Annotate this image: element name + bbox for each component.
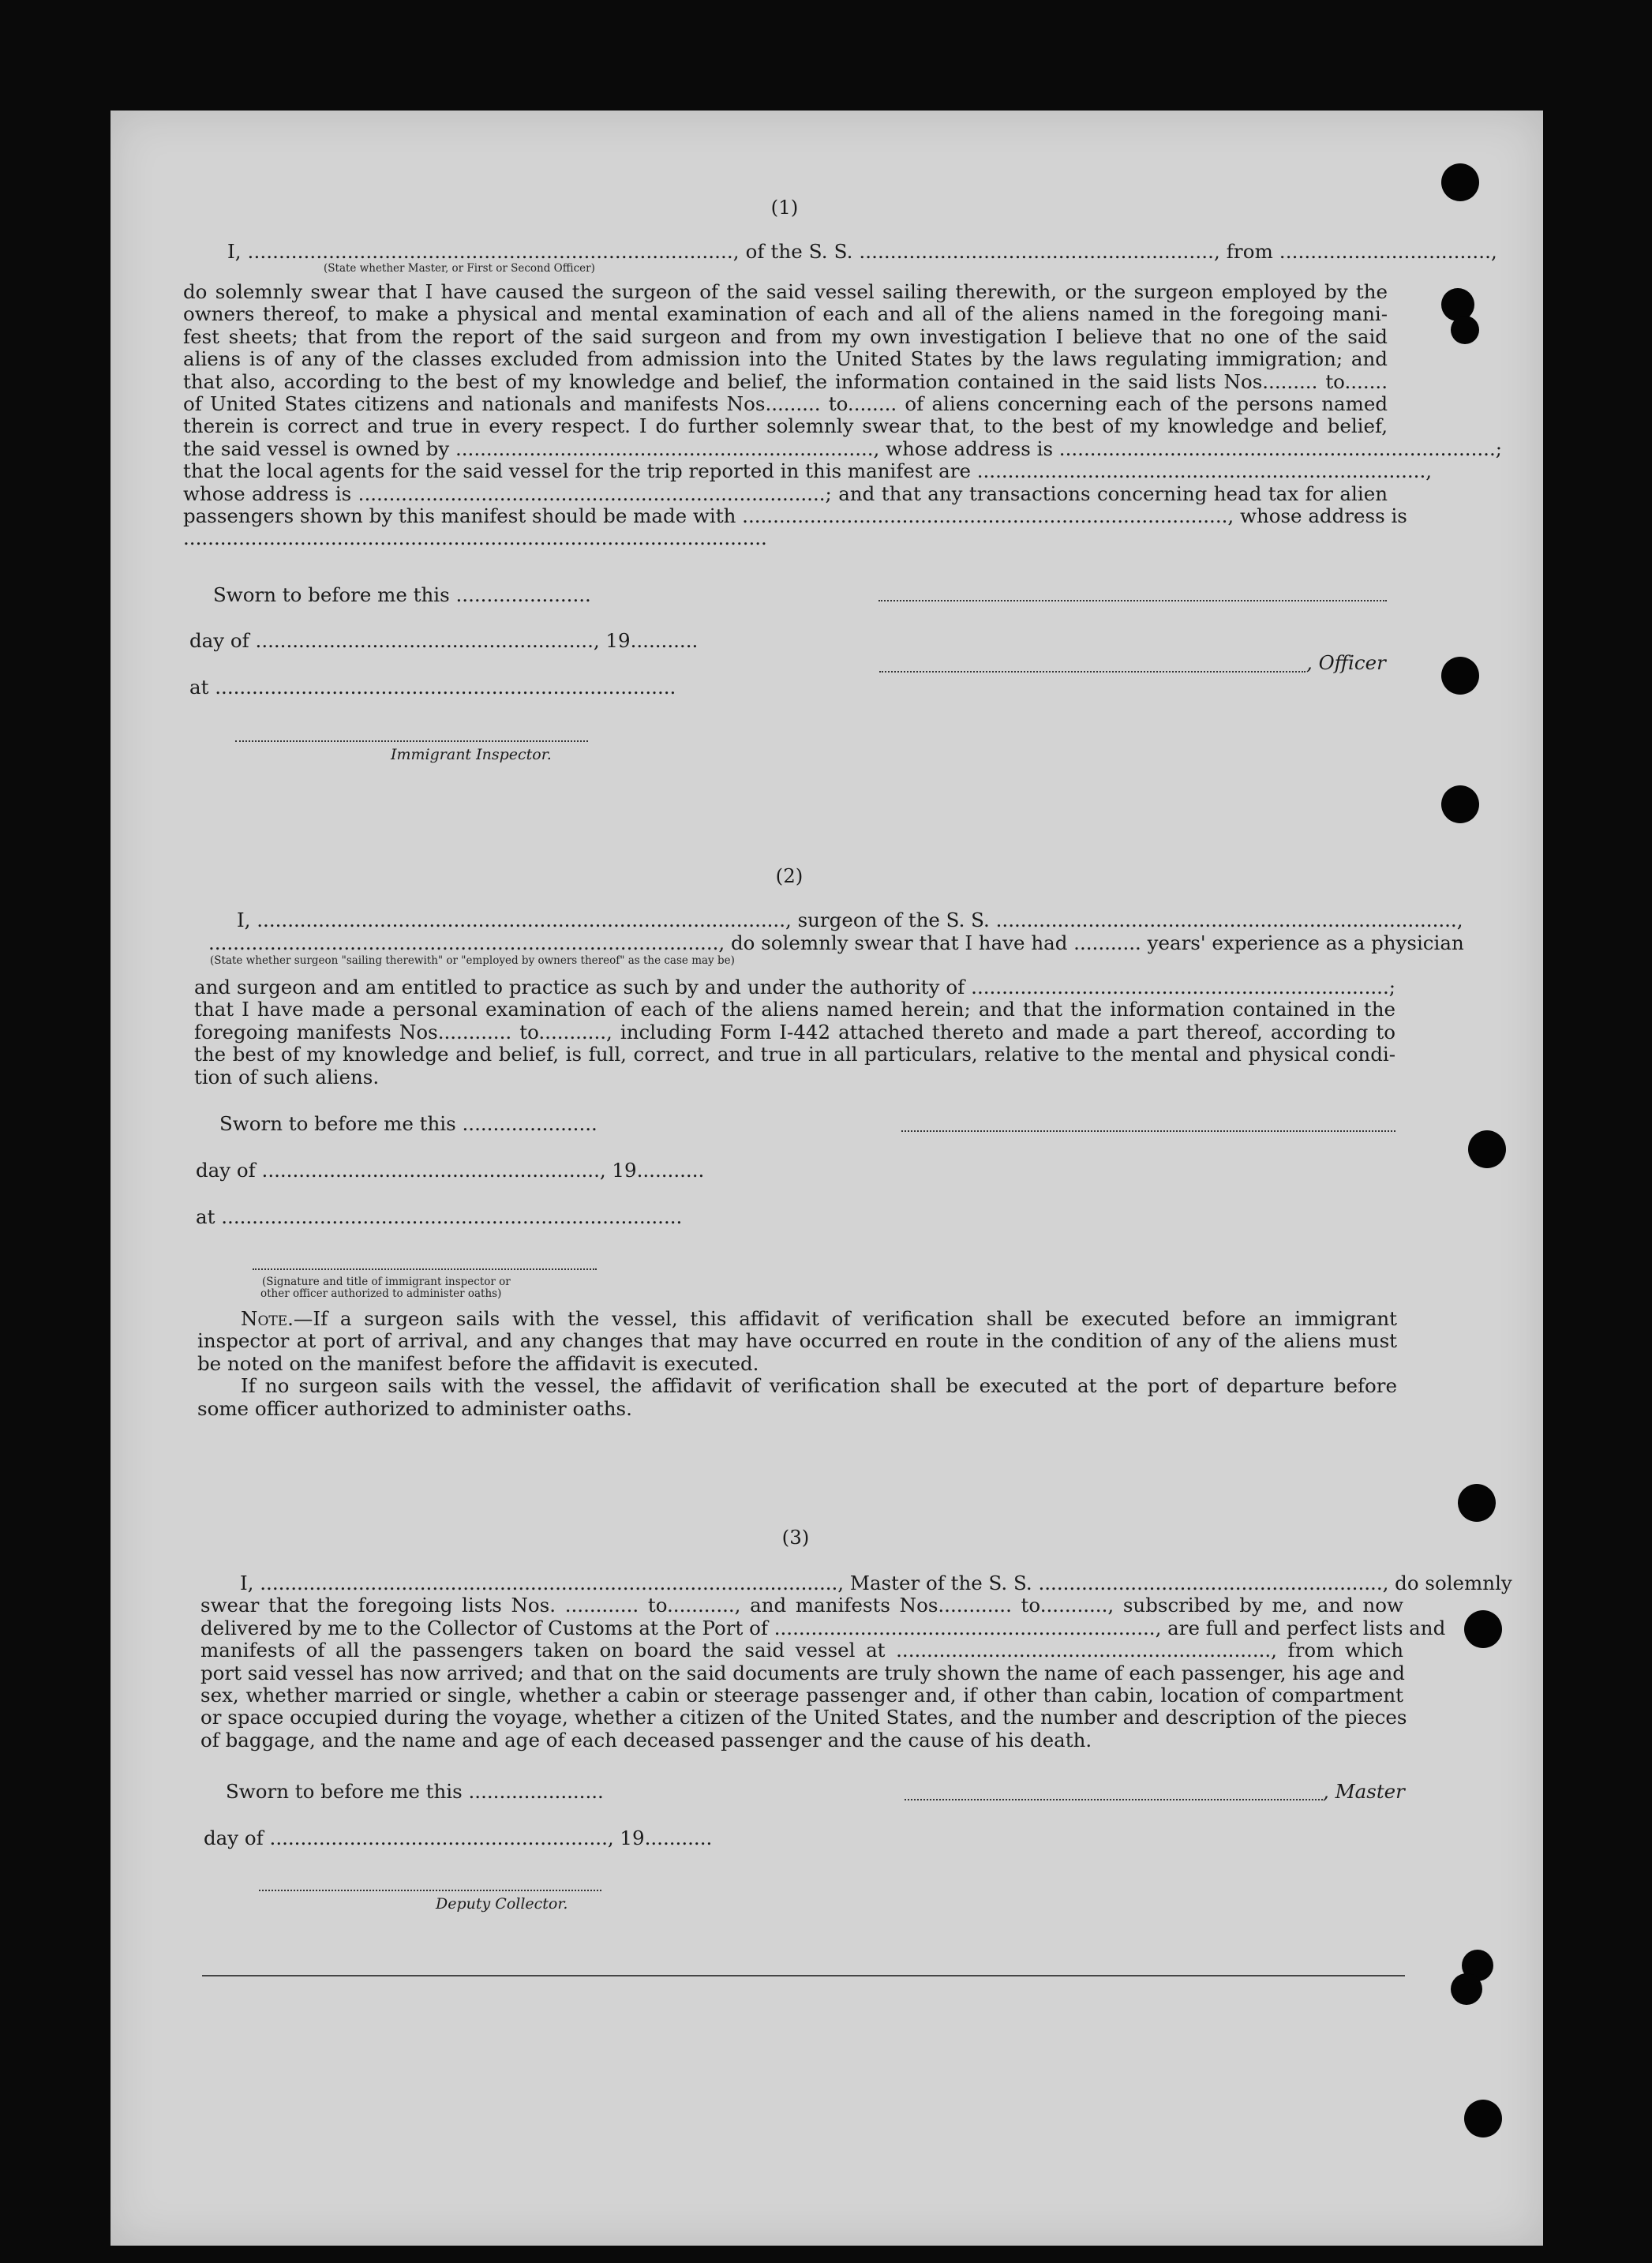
note-text: —If a surgeon sails with the vessel, this affidavit of verification shall be executed before an immigrant <box>293 1307 1397 1330</box>
section-1-line: do solemnly swear that I have caused the surgeon of the said vessel sailing therewith, or the surgeon employed by the <box>183 280 1388 303</box>
binder-hole-3 <box>1451 316 1479 344</box>
section-1-officer-line <box>879 671 1305 673</box>
section-3-line: swear that the foregoing lists Nos. ............ to..........., and manifests Nos............ to..........., subscribed by me, and now <box>200 1594 1403 1617</box>
section-1-line: therein is correct and true in every respect. I do further solemnly swear that, to the best of my knowledge and belief, <box>183 414 1388 438</box>
section-1-line: whose address is ............................................................................; and that any transactions concerning head tax for alien <box>183 481 1388 505</box>
section-1-number: (1) <box>770 196 799 219</box>
section-2-surgeon-note: (State whether surgeon "sailing therewith" or "employed by owners thereof" as the case may be) <box>210 954 735 967</box>
section-3-number: (3) <box>781 1526 810 1549</box>
section-1-body <box>183 280 1503 550</box>
binder-hole-11 <box>1464 2100 1502 2137</box>
binder-hole-6 <box>1468 1130 1506 1168</box>
note-label: Note. <box>241 1307 294 1330</box>
section-1-line: fest sheets; that from the report of the said surgeon and from my own investigation I believe that no one of the said <box>183 324 1388 348</box>
section-3-sworn: Sworn to before me this ...................... <box>226 1780 604 1803</box>
section-3-body <box>200 1572 1512 1752</box>
section-1-line: the said vessel is owned by ...................................................................., whose address is .......................................................................; <box>183 436 1503 460</box>
section-2-first-line: I, ......................................................................................, surgeon of the S. S. ..........................................................................., <box>237 909 1463 931</box>
section-1-sworn: Sworn to before me this ...................... <box>213 583 591 606</box>
section-3-day: day of ......................................................., 19........... <box>204 1827 713 1849</box>
section-3-line: delivered by me to the Collector of Customs at the Port of .............................................................., are full and perfect lists and <box>200 1616 1446 1639</box>
binder-hole-4 <box>1441 657 1479 695</box>
section-1-line: that also, according to the best of my knowledge and belief, the information contained in the said lists Nos......... to....... <box>183 369 1388 393</box>
section-2-signature-line <box>901 1130 1395 1132</box>
section-2-note-line <box>197 1308 1397 1330</box>
section-1-first-line: I, .............................................................................., of the S. S. ........................................................., from .................................., <box>227 240 1497 263</box>
section-2-inspector-line <box>253 1268 597 1270</box>
section-3-line: sex, whether married or single, whether a cabin or steerage passenger and, if other than cabin, location of compartment <box>200 1684 1403 1707</box>
section-1-line: passengers shown by this manifest should be made with ..............................................................................., whose address is <box>183 504 1407 528</box>
section-2-signature-note-2: other officer authorized to administer oaths) <box>260 1287 502 1300</box>
binder-hole-7 <box>1458 1484 1496 1522</box>
section-1-inspector-label: Immigrant Inspector. <box>391 746 552 763</box>
section-3-collector-line <box>259 1890 601 1891</box>
section-3-collector-label: Deputy Collector. <box>436 1895 568 1913</box>
binder-hole-8 <box>1464 1610 1502 1648</box>
binder-hole-1 <box>1441 163 1479 201</box>
section-1-at: at ........................................................................... <box>189 676 676 699</box>
section-2-note <box>197 1308 1397 1420</box>
section-2-note-line: inspector at port of arrival, and any changes that may have occurred en route in the condition of any of the aliens must <box>197 1329 1397 1353</box>
section-1-line: of United States citizens and nationals and manifests Nos......... to........ of aliens concerning each of the persons named <box>183 392 1388 416</box>
section-1-master-note: (State whether Master, or First or Second Officer) <box>324 262 595 275</box>
section-1-line: aliens is of any of the classes excluded from admission into the United States by the laws regulating immigration; and <box>183 347 1388 371</box>
section-1-signature-line <box>878 600 1387 601</box>
section-2-sworn: Sworn to before me this ...................... <box>219 1112 597 1135</box>
section-3-line: of baggage, and the name and age of each deceased passenger and the cause of his death. <box>200 1728 1092 1752</box>
section-2-note2-line: If no surgeon sails with the vessel, the affidavit of verification shall be executed at the port of departure before <box>241 1374 1397 1398</box>
section-1-inspector-line <box>235 740 588 742</box>
section-1-officer-label: , Officer <box>1306 651 1386 674</box>
section-3-line: I, .............................................................................................., Master of the S. S. ........................................................, do solemnly <box>240 1572 1512 1594</box>
section-2-signature-note-1: (Signature and title of immigrant inspector or <box>262 1276 511 1288</box>
section-3-line: port said vessel has now arrived; and that on the said documents are truly shown the name of each passenger, his age and <box>200 1661 1405 1684</box>
binder-hole-10 <box>1451 1973 1482 2005</box>
section-2-line: foregoing manifests Nos............ to..........., including Form I-442 attached thereto and made a part thereof, according to <box>194 1020 1395 1043</box>
section-2-line: the best of my knowledge and belief, is full, correct, and true in all particulars, relative to the mental and physical condi- <box>194 1043 1395 1066</box>
section-1-line: that the local agents for the said vessel for the trip reported in this manifest are ........................................................................., <box>183 459 1433 483</box>
section-3-line: manifests of all the passengers taken on board the said vessel at ............................................................., from which <box>200 1639 1403 1662</box>
section-2-line: and surgeon and am entitled to practice as such by and under the authority of ....................................................................; <box>194 976 1395 998</box>
section-2-day: day of ......................................................., 19........... <box>196 1159 705 1182</box>
section-2-note-line: be noted on the manifest before the affidavit is executed. <box>197 1351 759 1375</box>
section-2-line: tion of such aliens. <box>194 1065 380 1088</box>
section-2-at: at ........................................................................... <box>196 1205 683 1228</box>
section-2-body <box>194 976 1395 1088</box>
section-1-day: day of ......................................................., 19........... <box>189 629 699 652</box>
section-2-number: (2) <box>775 864 804 887</box>
bottom-rule <box>202 1975 1405 1976</box>
section-3-master-label: , Master <box>1323 1780 1405 1803</box>
section-2-note2-line: some officer authorized to administer oaths. <box>197 1396 632 1420</box>
section-1-line: owners thereof, to make a physical and mental examination of each and all of the aliens named in the foregoing mani- <box>183 302 1388 326</box>
binder-hole-5 <box>1441 785 1479 823</box>
section-2-line: that I have made a personal examination of each of the aliens named herein; and that the information contained in the <box>194 998 1395 1021</box>
section-1-line: ............................................................................................... <box>183 526 767 550</box>
section-3-line: or space occupied during the voyage, whether a citizen of the United States, and the number and description of the pieces <box>200 1706 1407 1729</box>
section-2-second-line: ..................................................................................., do solemnly swear that I have had ........... years' experience as a physician <box>208 931 1464 954</box>
section-3-master-line <box>905 1799 1323 1800</box>
